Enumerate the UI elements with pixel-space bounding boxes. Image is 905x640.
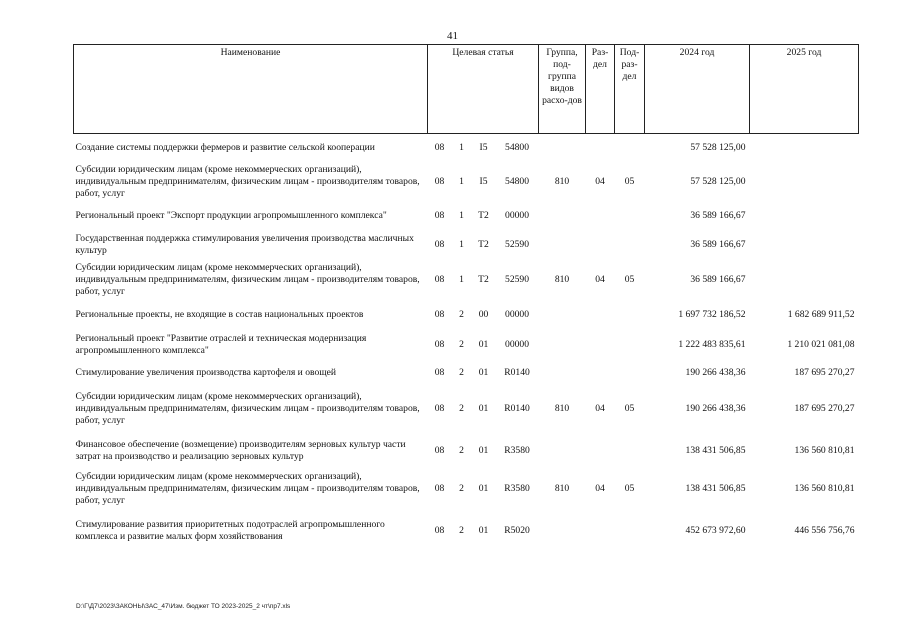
row-direction: 00000: [505, 339, 529, 350]
row-direction: R5020: [504, 525, 530, 536]
row-amount-2024: 190 266 438,36: [685, 367, 746, 378]
row-section: [586, 329, 615, 361]
row-name: Субсидии юридическим лицам (кроме некоммерческих организаций), индивидуальным предпринимателям, физическим лицам - производителям товаров, работ, услуг: [75, 391, 420, 426]
row-amount-2024: 1 222 483 835,61: [678, 339, 746, 350]
row-subprogram: 2: [459, 445, 464, 456]
row-name: Региональный проект "Экспорт продукции агропромышленного комплекса": [75, 210, 387, 221]
header-subsection: Под-раз-дел: [615, 45, 645, 134]
row-project: 01: [478, 339, 489, 350]
row-subprogram: 1: [459, 238, 464, 250]
row-direction: R0140: [504, 403, 530, 414]
row-expense-group: [539, 230, 586, 259]
row-direction: 52590: [505, 238, 529, 250]
row-amount-2025: 136 560 810,81: [794, 445, 855, 456]
row-program: 08: [434, 483, 445, 494]
row-name: Финансовое обеспечение (возмещение) производителям зерновых культур части затрат на производство и реализацию зерновых культур: [75, 439, 406, 462]
row-subsection: 05: [624, 176, 635, 187]
row-subprogram: 2: [459, 309, 464, 320]
table-row: [74, 301, 859, 329]
row-amount-2024: 36 589 166,67: [690, 238, 746, 250]
row-program: 08: [434, 176, 445, 187]
row-subsection: [615, 361, 645, 385]
row-subsection: [615, 329, 645, 361]
row-section: [586, 202, 615, 230]
row-section: [586, 433, 615, 469]
row-name: Стимулирование развития приоритетных подотраслей агропромышленного комплекса и развитие малых форм хозяйствования: [75, 519, 385, 542]
row-expense-group: [539, 329, 586, 361]
row-project: I5: [479, 142, 488, 153]
row-direction: R0140: [504, 367, 530, 378]
row-section: [586, 134, 615, 163]
row-amount-2025: 1 210 021 081,08: [787, 339, 855, 350]
row-direction: 52590: [505, 274, 529, 285]
row-amount-2024: 57 528 125,00: [690, 142, 746, 153]
row-project: I5: [479, 176, 488, 187]
table-row: [74, 433, 859, 469]
row-direction: 54800: [505, 142, 529, 153]
row-subsection: 05: [624, 483, 635, 494]
file-path-footer: D:\Г\Д7\2023\ЗАКОНЫ\ЗАС_47\Изм. бюджет ТО 2023-2025_2 чт\пр7.xls: [76, 603, 291, 610]
row-subprogram: 1: [459, 210, 464, 221]
row-project: T2: [478, 210, 489, 221]
header-year-2025: 2025 год: [750, 45, 859, 134]
row-subsection: 05: [624, 403, 635, 414]
row-project: T2: [478, 274, 489, 285]
row-amount-2025: 1 682 689 911,52: [787, 309, 855, 320]
row-program: 08: [434, 445, 445, 456]
row-program: 08: [434, 210, 445, 221]
row-expense-group: [539, 509, 586, 553]
header-row: [74, 45, 859, 134]
row-name: Субсидии юридическим лицам (кроме некоммерческих организаций), индивидуальным предпринимателям, физическим лицам - производителям товаров, работ, услуг: [75, 262, 420, 297]
row-amount-2025: 136 560 810,81: [794, 483, 855, 494]
row-direction: 00000: [505, 309, 529, 320]
row-expense-group: [539, 202, 586, 230]
row-program: 08: [434, 238, 445, 250]
row-program: 08: [434, 339, 445, 350]
row-project: 01: [478, 525, 489, 536]
header-year-2024: 2024 год: [645, 45, 750, 134]
row-program: 08: [434, 525, 445, 536]
row-subprogram: 2: [459, 483, 464, 494]
row-subsection: [615, 202, 645, 230]
table-row: [74, 385, 859, 433]
table-row: [74, 230, 859, 259]
row-name: Субсидии юридическим лицам (кроме некоммерческих организаций), индивидуальным предпринимателям, физическим лицам - производителям товаров, работ, услуг: [75, 164, 420, 199]
row-name: Региональные проекты, не входящие в состав национальных проектов: [75, 309, 364, 320]
row-amount-2025: [750, 134, 859, 163]
row-amount-2024: 452 673 972,60: [685, 525, 746, 536]
table-row: [74, 469, 859, 509]
row-amount-2024: 57 528 125,00: [690, 176, 746, 187]
table-row: [74, 509, 859, 553]
row-name: Региональный проект "Развитие отраслей и техническая модернизация агропромышленного комплекса": [75, 333, 367, 356]
row-amount-2025: [750, 230, 859, 259]
row-expense-group: 810: [554, 176, 570, 187]
row-amount-2024: 190 266 438,36: [685, 403, 746, 414]
header-target-article: Целевая статья: [428, 45, 539, 134]
row-amount-2025: [750, 259, 859, 301]
row-expense-group: 810: [554, 274, 570, 285]
header-section: Раз-дел: [586, 45, 615, 134]
row-subprogram: 1: [459, 274, 464, 285]
row-subprogram: 2: [459, 403, 464, 414]
row-program: 08: [434, 367, 445, 378]
row-expense-group: [539, 361, 586, 385]
row-name: Стимулирование увеличения производства картофеля и овощей: [75, 367, 337, 378]
row-amount-2025: 187 695 270,27: [794, 367, 855, 378]
row-section: 04: [595, 483, 605, 494]
row-amount-2025: 187 695 270,27: [794, 403, 855, 414]
row-name: Субсидии юридическим лицам (кроме некоммерческих организаций), индивидуальным предпринимателям, физическим лицам - производителям товаров, работ, услуг: [75, 471, 420, 506]
row-expense-group: 810: [554, 403, 570, 414]
row-name: Создание системы поддержки фермеров и развитие сельской кооперации: [75, 142, 375, 153]
header-name: Наименование: [74, 45, 428, 134]
row-program: 08: [434, 274, 445, 285]
budget-table: [73, 44, 859, 553]
row-subsection: [615, 134, 645, 163]
row-subsection: [615, 301, 645, 329]
row-section: [586, 230, 615, 259]
row-expense-group: [539, 301, 586, 329]
row-direction: 00000: [505, 210, 529, 221]
page-number: 41: [447, 30, 458, 42]
row-section: [586, 361, 615, 385]
table-row: [74, 162, 859, 202]
row-subprogram: 2: [459, 367, 464, 378]
row-project: T2: [478, 238, 489, 250]
row-program: 08: [434, 142, 445, 153]
row-program: 08: [434, 309, 445, 320]
row-section: 04: [595, 403, 605, 414]
row-expense-group: [539, 134, 586, 163]
row-project: 01: [478, 367, 489, 378]
row-amount-2024: 36 589 166,67: [690, 210, 746, 221]
row-expense-group: [539, 433, 586, 469]
row-amount-2024: 138 431 506,85: [685, 483, 746, 494]
row-amount-2025: [750, 162, 859, 202]
row-project: 01: [478, 445, 489, 456]
table-row: [74, 259, 859, 301]
row-direction: R3580: [504, 445, 530, 456]
row-amount-2024: 1 697 732 186,52: [678, 309, 746, 320]
row-subsection: 05: [624, 274, 635, 285]
row-subprogram: 1: [459, 142, 464, 153]
row-subsection: [615, 230, 645, 259]
row-subprogram: 2: [459, 339, 464, 350]
row-subprogram: 2: [459, 525, 464, 536]
row-project: 01: [478, 403, 489, 414]
row-subsection: [615, 509, 645, 553]
row-section: 04: [595, 176, 605, 187]
header-expense-group: Группа, под-группа видов расхо-дов: [539, 45, 586, 134]
row-subsection: [615, 433, 645, 469]
row-program: 08: [434, 403, 445, 414]
row-amount-2025: 446 556 756,76: [794, 525, 855, 536]
row-project: 00: [478, 309, 489, 320]
row-subprogram: 1: [459, 176, 464, 187]
table-row: [74, 361, 859, 385]
row-expense-group: 810: [554, 483, 570, 494]
table-row: [74, 202, 859, 230]
row-section: [586, 509, 615, 553]
row-direction: 54800: [505, 176, 529, 187]
row-section: [586, 301, 615, 329]
row-name: Государственная поддержка стимулирования увеличения производства масличных культур: [75, 232, 414, 256]
row-project: 01: [478, 483, 489, 494]
table-row: [74, 134, 859, 163]
row-direction: R3580: [504, 483, 530, 494]
row-amount-2024: 36 589 166,67: [690, 274, 746, 285]
row-amount-2025: [750, 202, 859, 230]
table-row: [74, 329, 859, 361]
row-section: 04: [595, 274, 605, 285]
row-amount-2024: 138 431 506,85: [685, 445, 746, 456]
